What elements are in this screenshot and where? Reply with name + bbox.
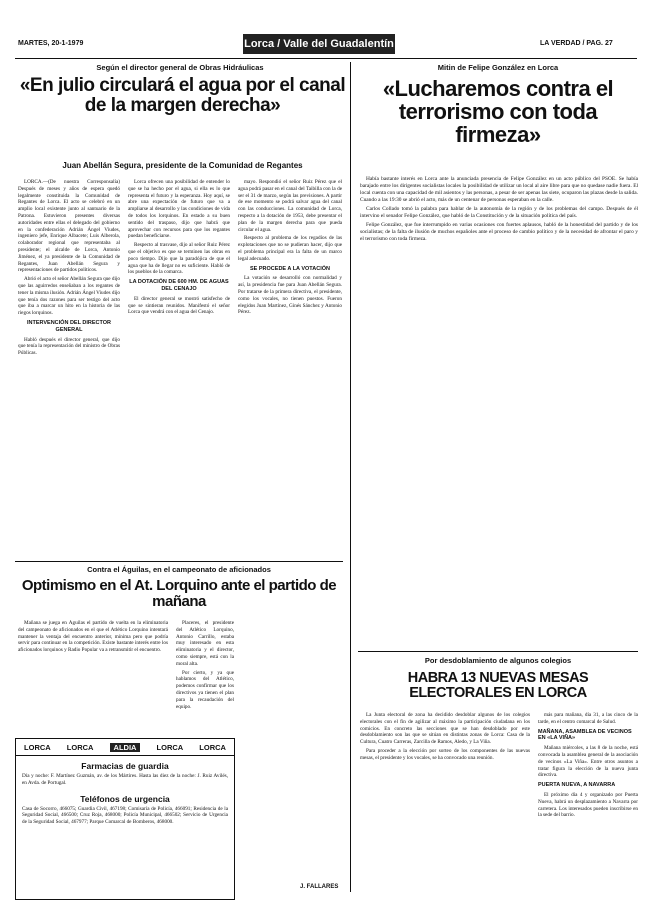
story4-col2-text2: Mañana miércoles, a las 8 de la noche, está convocada la asamblea general de la asociación de vecinos «La Viña». Entre otros asuntos a tratar figura la elección de la nueva junta directiva. [538, 745, 638, 779]
story3-col1-text: Mañana se juega en Águilas el partido de vuelta en la eliminatoria del campeonato de aficionados en el que el Atlético Lorquino intentará mantener la ventaja del encuentro anterior, mínima pero que podría servir para continuar en la competición. Existe bastante interés entre los aficionados lorquinos y Radio Popular va a retransmitir el encuentro. [18, 620, 168, 654]
story3-col2 [176, 620, 234, 725]
story1-col2-text2: Respecto al trasvase, dijo al señor Ruiz Pérez que el objetivo es que se terminen las obras en poco tiempo. Dijo que la paradójica de que el agua que ha de llegar no es suficiente. Habló de los pueblos de la comarca. [128, 242, 230, 276]
story4-subhead-navarra: PUERTA NUEVA, A NAVARRA [538, 782, 616, 789]
story4-subhead-vecinos: MAÑANA, ASAMBLEA DE VECINOS EN «LA VIÑA» [538, 728, 632, 742]
story4-col2-text3: El próximo día 4 y organizado por Puerta Nueva, habrá un desplazamiento a Navarra por carretera. Los interesados pueden inscribirse en la sede del barrio. [538, 791, 638, 819]
story3-kicker: Contra el Águilas, en el campeonato de aficionados [87, 565, 271, 574]
story1-col1-subhead: INTERVENCIÓN DEL DIRECTOR GENERAL [26, 319, 112, 333]
pharmacy-text: Día y noche: F. Martínez Guzmán, av. de los Mártires. Hasta las diez de la noche: J. Ruiz Avilés, en Avda. de Portugal. [22, 773, 228, 786]
guardia-box [15, 738, 235, 900]
date-label: MARTES, 20-1-1979 [18, 40, 84, 47]
section-banner: Lorca / Valle del Guadalentín [243, 34, 395, 54]
story1-col1-text3: Habló después el director general, que dijo que tenía la representación del ministro de Obras Públicas. [18, 336, 120, 357]
story1-col2-subhead: LA DOTACIÓN DE 600 HM. DE AGUAS DEL CENAJO [129, 279, 229, 292]
story1-col2-text: Lorca ofrecen una posibilidad de entender lo que se ha hecho por el agua, si ella es lo que representa el futuro y la esperanza. Hoy aquí, se abre una expectación de futuro que va a ampliarse al desarrollo y las condiciones de vida de todos los lorquinos. En estado a su buen sentido del traspaso, dijo que habrá que aprovechar con recursos para que los regantes puedan beneficiarse. [128, 179, 230, 240]
story4-headline: HABRA 13 NUEVAS MESAS ELECTORALES EN LORCA [407, 670, 589, 702]
guardia-banner [16, 739, 234, 756]
story1-col3-text: mayo. Respondió el señor Ruiz Pérez que el agua podrá pasar en el canal del Taibilla con la de ser el 31 de marzo, según las previsiones. A partir de ese momento se podrá salvar agua del canal con las conducciones. La comunidad de Lorca, respecto a la dotación de 1953, debe presentar el plan de la margen derecha para que pueda circular el agua. [238, 179, 342, 233]
story4-col2 [538, 712, 638, 897]
emergency-phones-title: Teléfonos de urgencia [80, 793, 170, 804]
story1-col3 [238, 179, 342, 879]
header-rule [15, 58, 637, 59]
story2-headline: «Lucharemos contra el terrorismo con toda firmeza» [382, 76, 614, 148]
story4-kicker: Por desdoblamiento de algunos colegios [424, 656, 572, 665]
story2-kicker: Mitin de Felipe González en Lorca [437, 63, 559, 72]
story4-col1-text2: Para proceder a la elección por sorteo de los componentes de las nuevas mesas, el presidente y los vocales, se ha convocado una reunión. [360, 747, 530, 761]
story1-signature: J. FALLARES [300, 884, 339, 890]
story1-col1 [18, 179, 120, 551]
story3-headline: Optimismo en el At. Lorquino ante el partido de mañana [21, 577, 337, 610]
story4-col2-text: más para mañana, día 31, a las cinco de la tarde, en el centro comarcal de Salud. [538, 712, 638, 725]
story1-headline: «En julio circulará el agua por el canal de la margen derecha» [19, 75, 346, 116]
story2-paragraph-3: Felipe González, que fue interrumpido en varias ocasiones con fuertes aplausos, habló de la honestidad del partido y de los socialistas; de la falta de ilusión de muchos españoles ante el proceso de cambio político y de la necesidad de afrontar el paro y el terrorismo con toda firmeza. [360, 222, 638, 242]
story1-col1-text: LORCA.—(De nuestra Corresponsalía) Después de meses y años de espera quedó legalmente constituida la Comunidad de Regantes de Lorca. El acto se celebró en un amplio local existente junto al santuario de la Patrona. Estuvieron presentes diversas autoridades entre ellas el delegado del gobierno en la confederación Adrián Ángel Viudes, ingeniero jefe, Enrique Albacete; Luis Alberola, colaborador regional que representaba al presidente; el alcalde de Lorca, Antonio Jiménez, el ya presidente de la Comunidad de Regantes, Juan Abellán Segura y representaciones de partidos políticos. [18, 179, 120, 274]
story3-col2-text: Placeres, el presidente del Atlético Lorquino, Antonio Carrillo, estaba muy interesado en esta eliminatoria y el director, como siempre, está con la moral alta. [176, 620, 234, 667]
story2-body [360, 176, 638, 646]
guardia-banner-word: LORCA [156, 742, 184, 752]
story4-col1 [360, 712, 530, 897]
story2-paragraph-2: Carlos Collado tomó la palabra para hablar de la autonomía de la región y de los problemas del campo. Después de él intervino el senador Felipe González, que habló de la Constitución y de la situación política del país. [360, 206, 638, 219]
guardia-banner-word: LORCA [24, 742, 51, 752]
story1-kicker: Según el director general de Obras Hidráulicas [96, 63, 264, 72]
story3-col1 [18, 620, 168, 725]
column-divider [350, 62, 351, 892]
pharmacy-title: Farmacias de guardia [81, 761, 169, 771]
story4-col1-text: La Junta electoral de zona ha decidido desdoblar algunos de los colegios electorales con el fin de agilizar al máximo la participación ciudadana en los comicios. En concreto las secciones que se han desdoblado por este desdoblamiento son las que se sitúan en distintas zonas de Lorca: Casa de la Cultura, Cuatro Carreras, Zarcilla de Ramos, Aledo, y La Viña. [360, 712, 530, 746]
story3-col2-text2: Por cierto, y ya que hablamos del Atlético, podemos confirmar que los directivos ya tienen el plan para la recaudación del equipo. [176, 669, 234, 710]
guardia-banner-highlight: ALDIA [110, 743, 141, 752]
story1-col2 [128, 179, 230, 551]
guardia-banner-word: LORCA [199, 742, 226, 752]
story1-col3-subhead: SE PROCEDE A LA VOTACIÓN [250, 265, 330, 272]
story1-col1-text2: Abrió el acto el señor Abellán Segura que dijo que las aguirredos enseñaban a los regantes de tener la misma ilusión. Adrián Ángel Viudes dijo que tenía dos razones para ser testigo del acto que iba a marcar un hito en la historia de las riegos lorquinos. [18, 276, 120, 317]
story2-paragraph-1: Había bastante interés en Lorca ante la anunciada presencia de Felipe González en un acto público del PSOE. Se había barajado entre los dirigentes socialistas locales la posibilidad de utilizar un local al aire libre para que no quedase nadie fuera. El local cuenta con una capacidad de mil asientos y las personas, a pesar de ser apenas las siete, ocuparon las plazas desde la salida. Cuando a las 19:30 se abrió el acto, más de un centenar de personas esperaban en la calle. [360, 176, 638, 203]
story3-rule [15, 561, 343, 562]
story1-col3-text2: Respecto al problema de los regadíos de las explotaciones que no se pudieran hacer, dijo que el problema principal era la falta de un marco legal adecuado. [238, 235, 342, 262]
story1-col3-text3: La votación se desarrolló con normalidad y así, la presidencia fue para Juan Abellán Segura. Por tratarse de la primera directiva, el presidente, como los vocales, no tienen puestos. Fueron elegidos Juan Martínez, Ginés Sánchez y Antonio Pérez. [238, 275, 342, 316]
emergency-phones-text: Casa de Socorro, 466075; Guardia Civil, 467198; Comisaría de Policía, 466091; Residencia de la Seguridad Social, 466500; Cruz Roja, 468000; Policía Municipal, 466502; Servicio de Urgencia de la Seguridad Social, 467977; Parque Comarcal de Bomberos, 468000. [22, 805, 228, 826]
story4-rule [358, 651, 638, 652]
story1-byline: Juan Abellán Segura, presidente de la Comunidad de Regantes [62, 161, 303, 170]
guardia-banner-word: LORCA [66, 742, 94, 752]
page-label: LA VERDAD / PAG. 27 [540, 40, 613, 47]
story1-col2-text3: El director general se mostró satisfecho de que se sintieran reunidos. Manifestó el señor Lorca que vendrá con el agua del Cenajo. [128, 295, 230, 316]
